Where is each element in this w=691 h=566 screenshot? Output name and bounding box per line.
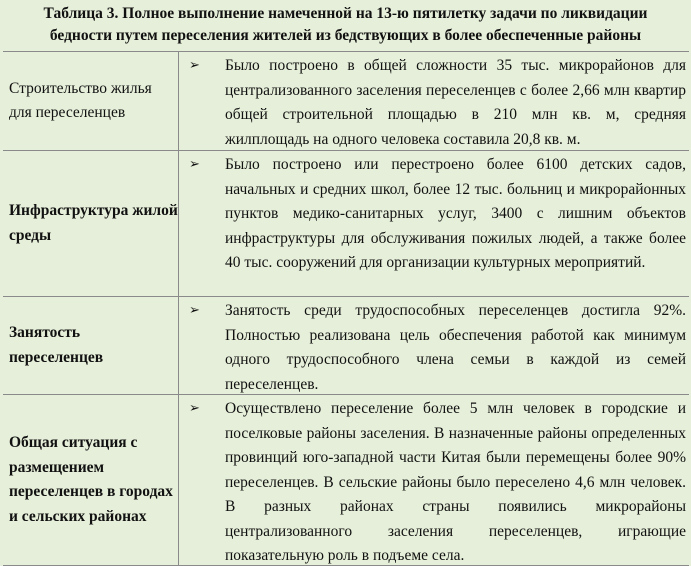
row-label: Строительство жилья для переселенцев (3, 52, 179, 150)
caption-line-1: Таблица 3. Полное выполнение намеченной на 13-ю пятилетку задачи по ликвидации (43, 5, 648, 22)
row-label: Инфраструктура жилой среды (3, 151, 179, 296)
row-text: Занятость среди трудоспособных переселенцев достигла 92%. Полностью реализована цель обеспечения работой как минимум одного трудоспособного члена семьи в каждой из семей переселенцев. (225, 302, 686, 393)
row-text: Было построено в общей сложности 35 тыс. микрорайонов для централизованного заселения переселенцев с более 2,66 млн квартир общей строительной площадью в 210 млн кв. м, средняя жилплощадь на одного человека составила 20,8 кв. м. (225, 57, 686, 148)
bullet-arrow-icon: ➢ (189, 401, 200, 416)
table (3, 51, 689, 566)
table-caption (0, 3, 691, 47)
bullet-arrow-icon: ➢ (189, 303, 200, 318)
table-row (3, 297, 689, 395)
row-text: Было построено или перестроено более 6100 детских садов, начальных и средних школ, более 12 тыс. больниц и микрорайонных пунктов медико-санитарных услуг, 3400 с лишним объектов инфраструктуры для обслуживания пожилых людей, а также более 40 тыс. сооружений для организации культурных мероприятий. (225, 156, 686, 271)
row-label: Занятость переселенцев (3, 297, 179, 394)
row-text: Осуществлено переселение более 5 млн человек в городские и поселковые районы заселения. В назначенные районы определенных провинций юго-западной части Китая были перемещены более 90% переселенцев. В сельские районы было переселено 4,6 млн человек. В разных районах страны появились микрорайоны централизованного заселения переселенцев, играющие показательную роль в подъеме села. (225, 400, 686, 564)
caption-line-2: бедности путем переселения жителей из бедствующих в более обеспеченные районы (49, 27, 642, 44)
bullet-arrow-icon: ➢ (189, 58, 200, 73)
row-label: Общая ситуация с размещением переселенцев в городах и сельских районах (3, 395, 179, 565)
bullet-arrow-icon: ➢ (189, 157, 200, 172)
table-row (3, 151, 689, 297)
table-row (3, 395, 689, 565)
table-row (3, 52, 689, 151)
